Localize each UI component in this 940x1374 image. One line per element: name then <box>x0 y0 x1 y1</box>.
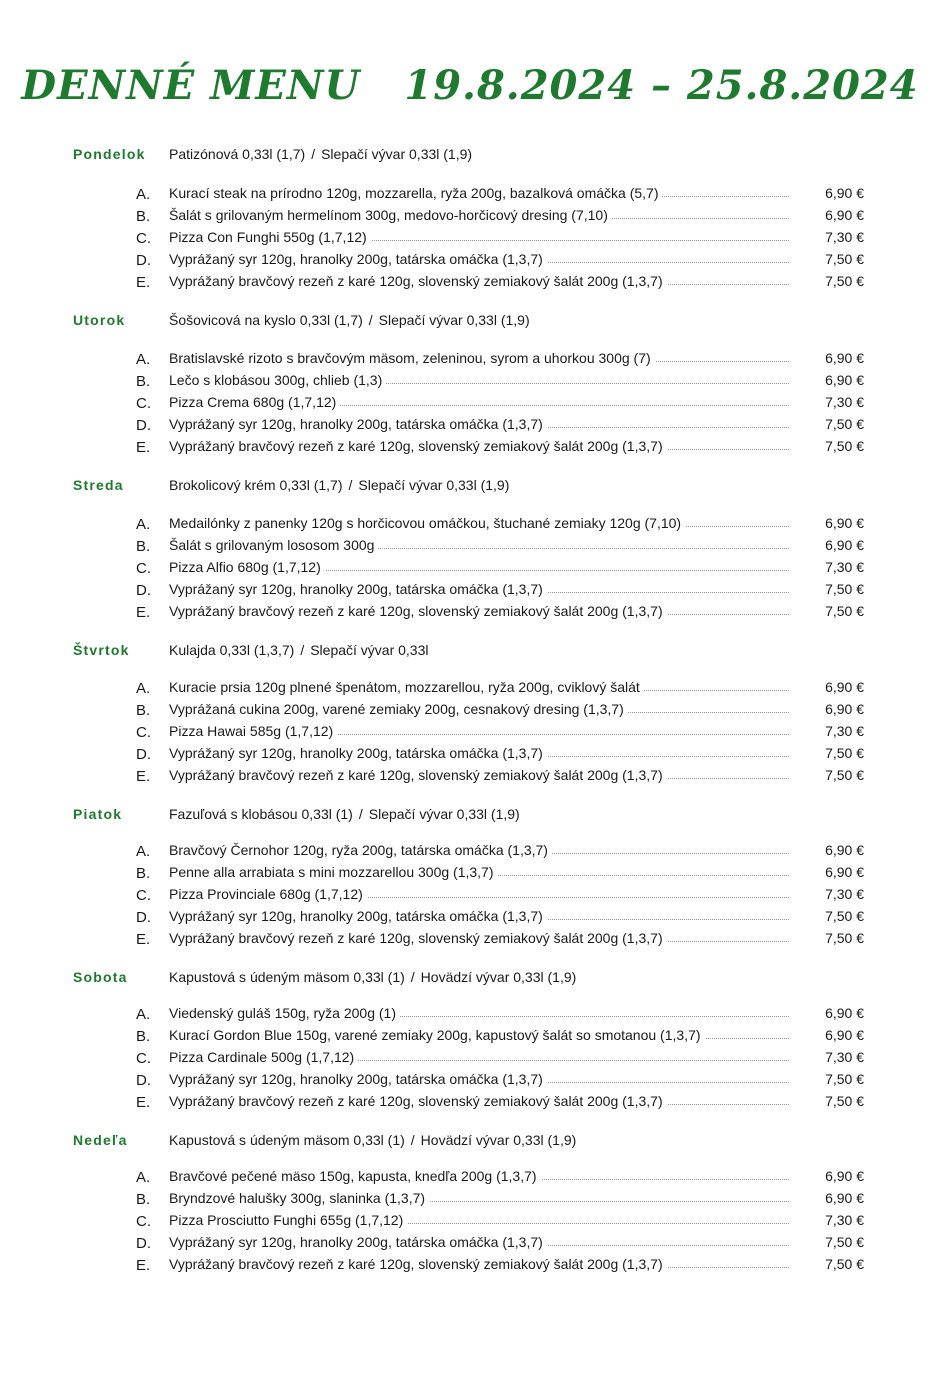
item-price: 7,50 € <box>825 908 864 924</box>
item-letter: A. <box>136 680 151 697</box>
soup-2: Slepačí vývar 0,33l (1,9) <box>378 312 530 328</box>
menu-item <box>0 557 940 579</box>
soup-1: Kulajda 0,33l (1,3,7) <box>169 642 295 658</box>
menu-item <box>0 765 940 787</box>
day-soups <box>169 805 520 823</box>
item-price: 6,90 € <box>825 515 864 531</box>
day-soups <box>169 1131 576 1149</box>
item-price: 6,90 € <box>825 1027 864 1043</box>
item-price: 6,90 € <box>825 1190 864 1206</box>
item-letter: E. <box>136 274 151 291</box>
menu-item <box>0 1091 940 1113</box>
day-name: Utorok <box>73 312 126 328</box>
item-letter: A. <box>136 186 151 203</box>
item-dish: Lečo s klobásou 300g, chlieb (1,3) <box>169 372 386 388</box>
item-price: 6,90 € <box>825 842 864 858</box>
menu-item <box>0 862 940 884</box>
menu-item <box>0 928 940 950</box>
item-price: 7,30 € <box>825 229 864 245</box>
item-letter: E. <box>136 439 151 456</box>
item-letter: B. <box>136 208 151 225</box>
soup-2: Slepačí vývar 0,33l (1,9) <box>358 477 510 493</box>
menu-date-range: 19.8.2024 – 25.8.2024 <box>404 62 919 109</box>
item-dish: Kurací steak na prírodno 120g, mozzarella, ryža 200g, bazalková omáčka (5,7) <box>169 185 662 201</box>
item-letter: D. <box>136 746 151 763</box>
soup-2: Slepačí vývar 0,33l (1,9) <box>368 806 520 822</box>
day-soups <box>169 476 509 494</box>
menu-item <box>0 348 940 370</box>
soup-1: Fazuľová s klobásou 0,33l (1) <box>169 806 353 822</box>
item-price: 6,90 € <box>825 207 864 223</box>
item-price: 7,30 € <box>825 1049 864 1065</box>
item-letter: C. <box>136 1213 151 1230</box>
item-dish: Vyprážaný bravčový rezeň z karé 120g, slovenský zemiakový šalát 200g (1,3,7) <box>169 930 667 946</box>
item-dish: Pizza Alfio 680g (1,7,12) <box>169 559 325 575</box>
menu-item <box>0 271 940 293</box>
item-dish: Vyprážaný bravčový rezeň z karé 120g, slovenský zemiakový šalát 200g (1,3,7) <box>169 767 667 783</box>
item-price: 7,50 € <box>825 1093 864 1109</box>
item-dish: Vyprážaný syr 120g, hranolky 200g, tatárska omáčka (1,3,7) <box>169 1234 547 1250</box>
item-price: 6,90 € <box>825 350 864 366</box>
menu-title <box>0 62 940 109</box>
day-soups <box>169 145 472 163</box>
soup-1: Brokolicový krém 0,33l (1,7) <box>169 477 343 493</box>
item-letter: E. <box>136 604 151 621</box>
item-dish: Bryndzové halušky 300g, slaninka (1,3,7) <box>169 1190 429 1206</box>
item-price: 7,30 € <box>825 394 864 410</box>
menu-item <box>0 1166 940 1188</box>
item-letter: D. <box>136 582 151 599</box>
item-letter: C. <box>136 1050 151 1067</box>
item-price: 7,30 € <box>825 1212 864 1228</box>
item-price: 7,30 € <box>825 723 864 739</box>
item-letter: E. <box>136 768 151 785</box>
item-dish: Pizza Provinciale 680g (1,7,12) <box>169 886 367 902</box>
item-price: 7,50 € <box>825 251 864 267</box>
day-name: Piatok <box>73 806 123 822</box>
day-name: Štvrtok <box>73 642 130 658</box>
item-price: 6,90 € <box>825 864 864 880</box>
menu-item <box>0 677 940 699</box>
item-price: 7,50 € <box>825 1071 864 1087</box>
item-dish: Vyprážaný syr 120g, hranolky 200g, tatárska omáčka (1,3,7) <box>169 1071 547 1087</box>
soup-separator: / <box>311 146 316 162</box>
menu-item <box>0 601 940 623</box>
soup-separator: / <box>300 642 305 658</box>
item-letter: D. <box>136 1072 151 1089</box>
item-price: 6,90 € <box>825 701 864 717</box>
item-letter: C. <box>136 395 151 412</box>
day-soups <box>169 968 576 986</box>
menu-item <box>0 1254 940 1276</box>
day-name: Pondelok <box>73 146 146 162</box>
menu-item <box>0 414 940 436</box>
soup-separator: / <box>410 1132 415 1148</box>
item-price: 7,30 € <box>825 886 864 902</box>
soup-2: Hovädzí vývar 0,33l (1,9) <box>420 1132 577 1148</box>
item-price: 6,90 € <box>825 1005 864 1021</box>
item-dish: Bratislavské rizoto s bravčovým mäsom, zeleninou, syrom a uhorkou 300g (7) <box>169 350 655 366</box>
item-letter: A. <box>136 1006 151 1023</box>
item-letter: A. <box>136 351 151 368</box>
item-letter: B. <box>136 702 151 719</box>
item-dish: Vyprážaný bravčový rezeň z karé 120g, slovenský zemiakový šalát 200g (1,3,7) <box>169 273 667 289</box>
item-price: 6,90 € <box>825 679 864 695</box>
soup-1: Kapustová s údeným mäsom 0,33l (1) <box>169 1132 405 1148</box>
menu-item <box>0 1188 940 1210</box>
item-letter: D. <box>136 252 151 269</box>
item-price: 7,50 € <box>825 603 864 619</box>
menu-item <box>0 1003 940 1025</box>
item-price: 7,50 € <box>825 930 864 946</box>
item-price: 7,50 € <box>825 1234 864 1250</box>
item-price: 6,90 € <box>825 1168 864 1184</box>
menu-item <box>0 205 940 227</box>
item-letter: B. <box>136 1028 151 1045</box>
soup-1: Kapustová s údeným mäsom 0,33l (1) <box>169 969 405 985</box>
item-dish: Pizza Con Funghi 550g (1,7,12) <box>169 229 371 245</box>
day-name: Nedeľa <box>73 1132 128 1148</box>
menu-item <box>0 370 940 392</box>
soup-separator: / <box>368 312 373 328</box>
soup-separator: / <box>348 477 353 493</box>
day-soups <box>169 311 530 329</box>
item-dish: Vyprážaný bravčový rezeň z karé 120g, slovenský zemiakový šalát 200g (1,3,7) <box>169 603 667 619</box>
item-dish: Vyprážaný bravčový rezeň z karé 120g, slovenský zemiakový šalát 200g (1,3,7) <box>169 1256 667 1272</box>
menu-title-name: DENNÉ MENU <box>21 62 361 109</box>
item-dish: Viedenský guláš 150g, ryža 200g (1) <box>169 1005 400 1021</box>
menu-item <box>0 513 940 535</box>
item-price: 7,50 € <box>825 438 864 454</box>
item-price: 7,50 € <box>825 745 864 761</box>
soup-2: Hovädzí vývar 0,33l (1,9) <box>420 969 577 985</box>
menu-item <box>0 436 940 458</box>
soup-2: Slepačí vývar 0,33l <box>310 642 429 658</box>
menu-item <box>0 579 940 601</box>
day-soups <box>169 641 429 659</box>
menu-item <box>0 699 940 721</box>
item-price: 6,90 € <box>825 537 864 553</box>
item-letter: D. <box>136 417 151 434</box>
menu-item <box>0 906 940 928</box>
item-price: 7,50 € <box>825 1256 864 1272</box>
item-letter: C. <box>136 724 151 741</box>
soup-2: Slepačí vývar 0,33l (1,9) <box>321 146 473 162</box>
menu-item <box>0 743 940 765</box>
item-letter: D. <box>136 909 151 926</box>
item-letter: A. <box>136 1169 151 1186</box>
day-name: Sobota <box>73 969 128 985</box>
item-letter: C. <box>136 887 151 904</box>
item-letter: A. <box>136 843 151 860</box>
item-dish: Pizza Hawai 585g (1,7,12) <box>169 723 337 739</box>
item-dish: Šalát s grilovaným hermelínom 300g, medovo-horčicový dresing (7,10) <box>169 207 612 223</box>
item-dish: Vyprážaný syr 120g, hranolky 200g, tatárska omáčka (1,3,7) <box>169 908 547 924</box>
item-dish: Šalát s grilovaným lososom 300g <box>169 537 378 553</box>
item-dish: Vyprážaný syr 120g, hranolky 200g, tatárska omáčka (1,3,7) <box>169 745 547 761</box>
item-dish: Kurací Gordon Blue 150g, varené zemiaky 200g, kapustový šalát so smotanou (1,3,7) <box>169 1027 705 1043</box>
item-dish: Vyprážaný bravčový rezeň z karé 120g, slovenský zemiakový šalát 200g (1,3,7) <box>169 1093 667 1109</box>
item-letter: C. <box>136 560 151 577</box>
menu-item <box>0 535 940 557</box>
item-dish: Vyprážaný syr 120g, hranolky 200g, tatárska omáčka (1,3,7) <box>169 251 547 267</box>
item-dish: Bravčový Černohor 120g, ryža 200g, tatárska omáčka (1,3,7) <box>169 842 552 858</box>
item-dish: Pizza Crema 680g (1,7,12) <box>169 394 340 410</box>
item-dish: Vyprážaný bravčový rezeň z karé 120g, slovenský zemiakový šalát 200g (1,3,7) <box>169 438 667 454</box>
menu-item <box>0 1210 940 1232</box>
soup-1: Šošovicová na kyslo 0,33l (1,7) <box>169 312 363 328</box>
menu-item <box>0 249 940 271</box>
item-price: 7,50 € <box>825 273 864 289</box>
item-letter: C. <box>136 230 151 247</box>
item-price: 7,30 € <box>825 559 864 575</box>
item-letter: B. <box>136 538 151 555</box>
item-dish: Vyprážaná cukina 200g, varené zemiaky 200g, cesnakový dresing (1,3,7) <box>169 701 628 717</box>
menu-item <box>0 1232 940 1254</box>
item-letter: A. <box>136 516 151 533</box>
item-dish: Pizza Cardinale 500g (1,7,12) <box>169 1049 358 1065</box>
menu-item <box>0 392 940 414</box>
item-price: 7,50 € <box>825 767 864 783</box>
menu-item <box>0 1025 940 1047</box>
item-dish: Vyprážaný syr 120g, hranolky 200g, tatárska omáčka (1,3,7) <box>169 581 547 597</box>
item-letter: E. <box>136 931 151 948</box>
menu-item <box>0 227 940 249</box>
item-dish: Vyprážaný syr 120g, hranolky 200g, tatárska omáčka (1,3,7) <box>169 416 547 432</box>
menu-item <box>0 840 940 862</box>
item-price: 6,90 € <box>825 185 864 201</box>
menu-item <box>0 1047 940 1069</box>
soup-1: Patizónová 0,33l (1,7) <box>169 146 306 162</box>
item-letter: D. <box>136 1235 151 1252</box>
item-price: 6,90 € <box>825 372 864 388</box>
item-dish: Kuracie prsia 120g plnené špenátom, mozzarellou, ryža 200g, cviklový šalát <box>169 679 644 695</box>
item-letter: B. <box>136 865 151 882</box>
soup-separator: / <box>410 969 415 985</box>
item-dish: Bravčové pečené mäso 150g, kapusta, knedľa 200g (1,3,7) <box>169 1168 541 1184</box>
item-letter: E. <box>136 1257 151 1274</box>
soup-separator: / <box>358 806 363 822</box>
item-price: 7,50 € <box>825 416 864 432</box>
item-letter: E. <box>136 1094 151 1111</box>
menu-item <box>0 721 940 743</box>
item-dish: Penne alla arrabiata s mini mozzarellou 300g (1,3,7) <box>169 864 498 880</box>
item-letter: B. <box>136 1191 151 1208</box>
menu-item <box>0 1069 940 1091</box>
menu-item <box>0 183 940 205</box>
item-dish: Medailónky z panenky 120g s horčicovou omáčkou, štuchané zemiaky 120g (7,10) <box>169 515 685 531</box>
menu-item <box>0 884 940 906</box>
day-name: Streda <box>73 477 124 493</box>
item-letter: B. <box>136 373 151 390</box>
item-dish: Pizza Prosciutto Funghi 655g (1,7,12) <box>169 1212 407 1228</box>
item-price: 7,50 € <box>825 581 864 597</box>
